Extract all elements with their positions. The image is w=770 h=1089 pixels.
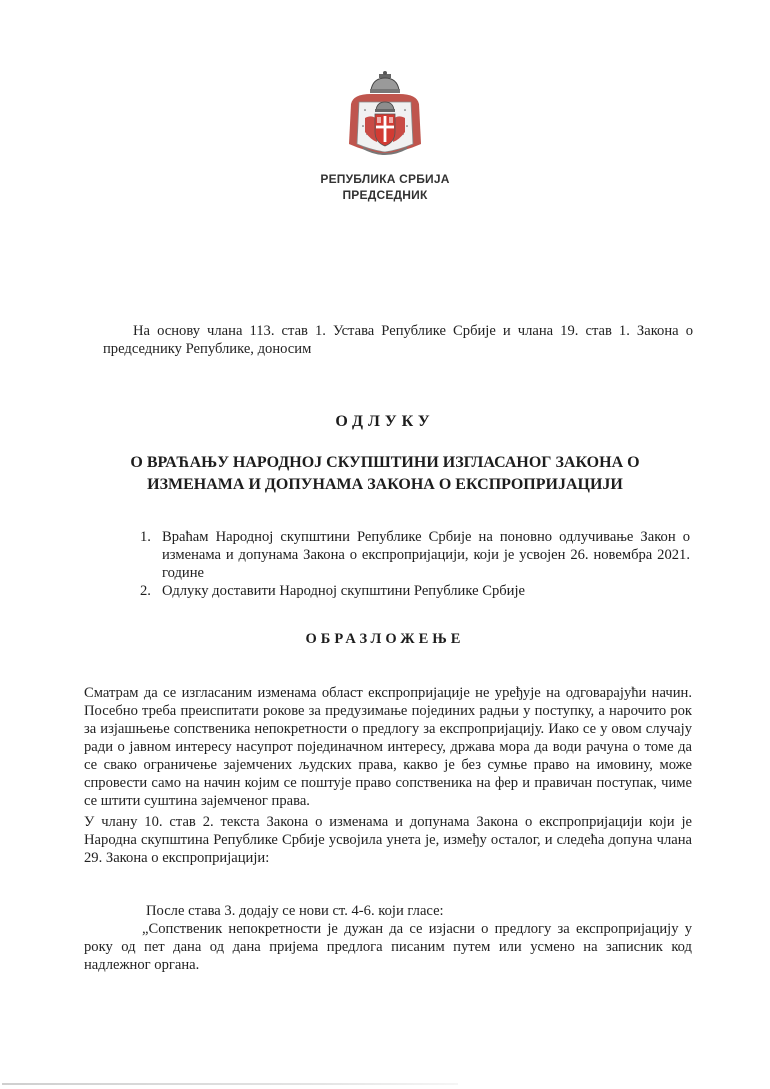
list-item xyxy=(140,582,690,600)
decision-subtitle-line2: ИЗМЕНАМА И ДОПУНАМА ЗАКОНА О ЕКСПРОПРИЈАЦИЈИ xyxy=(147,476,623,493)
explanation-paragraph-4: „Сопственик непокретности је дужан да се изјасни о предлогу за експропријацију у року од пет дана од дана пријема предлога писаним путем или усмено на записник код надлежног органа. xyxy=(84,921,692,973)
page-bottom-edge xyxy=(2,1083,458,1085)
explanation-title: ОБРАЗЛОЖЕЊЕ xyxy=(305,631,465,647)
list-item xyxy=(140,528,690,582)
header-office: ПРЕДСЕДНИК xyxy=(342,188,428,202)
header-country: РЕПУБЛИКА СРБИЈА xyxy=(320,172,450,186)
explanation-paragraph-2: У члану 10. став 2. текста Закона о изменама и допунама Закона о експропријацији који је Народна скупштина Републике Србије усвојила унета је, између осталог, и следећа допуна члана 29. Закона о експропријацији: xyxy=(84,814,692,866)
decision-subtitle-line1: О ВРАЋАЊУ НАРОДНОЈ СКУПШТИНИ ИЗГЛАСАНОГ ЗАКОНА О xyxy=(130,454,640,471)
decision-items xyxy=(140,528,690,600)
list-item-number: 1. xyxy=(140,529,151,545)
explanation-paragraph-3: После става 3. додају се нови ст. 4-6. који гласе: xyxy=(146,903,444,919)
serbian-coat-of-arms-icon xyxy=(343,70,427,166)
list-item-text: Враћам Народној скупштини Републике Србије на поновно одлучивање Закон о изменама и допунама Закона о експропријацији, који је усвојен 26. новембра 2021. године xyxy=(162,529,690,581)
list-item-text: Одлуку доставити Народној скупштини Републике Србије xyxy=(162,583,526,599)
list-item-number: 2. xyxy=(140,583,151,599)
decision-subtitle xyxy=(100,452,670,496)
explanation-paragraph-1: Сматрам да се изгласаним изменама област експропријације не уређује на одговарајући начин. Посебно треба преиспитати рокове за предузимање појединих радњи у поступку, а нарочито рок за изјашњење сопственика непокретности о предлогу за експропријацију. Иако се у овом случају ради о јавном интересу насупрот појединачном интересу, држава мора да води рачуна о томе да се свако ограничење зајемчених људских права, какво је без сумње право на имовину, може спровести само на начин којим се поштује право сопственика на фер и правичан поступак, чиме се штити суштина зајемченог права. xyxy=(84,685,692,809)
decision-title: ОДЛУКУ xyxy=(335,413,435,430)
intro-paragraph: На основу члана 113. став 1. Устава Републике Србије и члана 19. став 1. Закона о председнику Републике, доносим xyxy=(103,323,693,357)
